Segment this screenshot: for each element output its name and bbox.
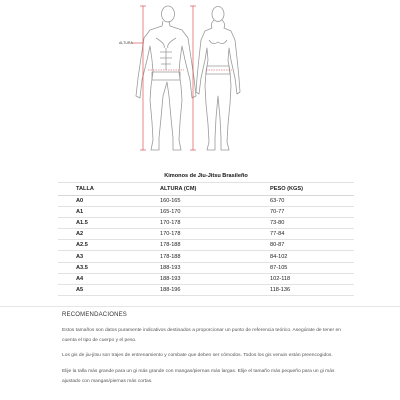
- section-divider: [0, 306, 400, 307]
- table-row: [58, 195, 354, 206]
- header-peso: PESO (KGS): [230, 182, 354, 195]
- cell-talla: A0: [58, 195, 142, 206]
- cell-peso: 77-84: [230, 229, 354, 240]
- cell-talla: A1.5: [58, 217, 142, 228]
- cell-peso: 80-87: [230, 240, 354, 251]
- table-row: [58, 285, 354, 296]
- cell-altura: 170-178: [142, 217, 230, 228]
- cell-altura: 178-188: [142, 251, 230, 262]
- header-altura: ALTURA (CM): [142, 182, 230, 195]
- table-title: Kimonos de Jiu-Jitsu Brasileño: [58, 170, 354, 182]
- cell-altura: 188-196: [142, 285, 230, 296]
- recommendation-paragraph-1: Estos tamaños son datos puramente indicativos destinados a proporcionar un punto de referencia teórico. Asegúrate de tener en cuenta el tipo de cuerpo y el peso.: [62, 328, 341, 343]
- body-measurement-illustration: [0, 0, 400, 158]
- altura-label: ALTURA: [119, 41, 133, 45]
- body-figures-drawing: [0, 0, 400, 158]
- table-row: [58, 240, 354, 251]
- table-row: [58, 262, 354, 273]
- cell-peso: 73-80: [230, 217, 354, 228]
- cell-talla: A5: [58, 285, 142, 296]
- cell-altura: 170-178: [142, 229, 230, 240]
- cell-peso: 118-136: [230, 285, 354, 296]
- cell-peso: 70-77: [230, 206, 354, 217]
- table-row: [58, 273, 354, 284]
- cell-altura: 188-193: [142, 273, 230, 284]
- female-figure: [196, 7, 240, 151]
- recommendation-paragraph-2: Los gis de jiu-jitsu son trajes de entrenamiento y combate que deben ser cómodos. Todos los gis venuin están preencogidos.: [62, 353, 333, 358]
- cell-talla: A3.5: [58, 262, 142, 273]
- table-row: [58, 206, 354, 217]
- recommendation-paragraph-3: Elije la talla más grande para un gi más grande con mangas/piernas más largas. Elije el tamaño más pequeño para un gi más ajustado con mangas/piernas más cortas.: [62, 369, 335, 384]
- cell-talla: A1: [58, 206, 142, 217]
- cell-talla: A3: [58, 251, 142, 262]
- table-row: [58, 217, 354, 228]
- table-header-row: [58, 182, 354, 195]
- cell-peso: 102-118: [230, 273, 354, 284]
- table-row: [58, 251, 354, 262]
- cell-altura: 188-193: [142, 262, 230, 273]
- recommendations-title: RECOMENDACIONES: [62, 312, 128, 318]
- male-figure: [136, 6, 196, 150]
- cell-altura: 165-170: [142, 206, 230, 217]
- cell-peso: 87-105: [230, 262, 354, 273]
- cell-talla: A4: [58, 273, 142, 284]
- cell-altura: 178-188: [142, 240, 230, 251]
- cell-peso: 84-102: [230, 251, 354, 262]
- header-talla: TALLA: [58, 182, 142, 195]
- size-chart-table: [58, 170, 354, 296]
- cell-talla: A2: [58, 229, 142, 240]
- table-row: [58, 229, 354, 240]
- cell-peso: 63-70: [230, 195, 354, 206]
- cell-altura: 160-165: [142, 195, 230, 206]
- cell-talla: A2.5: [58, 240, 142, 251]
